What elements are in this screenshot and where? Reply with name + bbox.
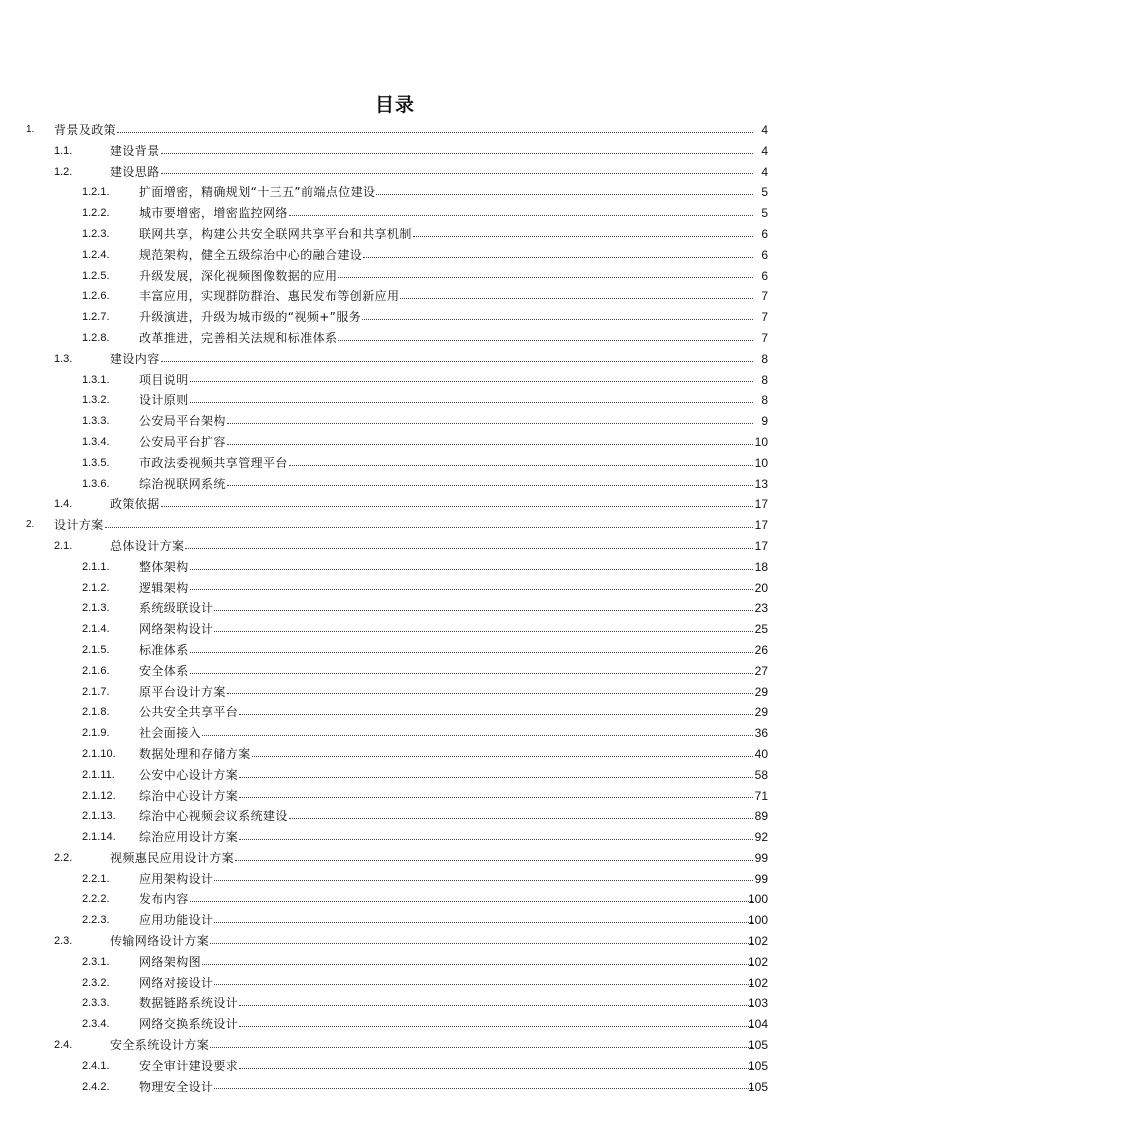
toc-entry-label: 丰富应用，实现群防群治、惠民发布等创新应用 <box>139 289 400 304</box>
toc-entry-page-number: 100 <box>747 913 768 928</box>
toc-dot-leader <box>239 714 753 715</box>
toc-entry-page-number: 9 <box>761 414 768 429</box>
toc-dot-leader <box>227 693 753 694</box>
toc-entry-heading <box>139 640 754 661</box>
toc-entry-label: 建设思路 <box>110 164 160 179</box>
toc-entry-number: 2.1.7. <box>82 685 110 698</box>
toc-entry-label: 综治中心设计方案 <box>139 788 239 803</box>
toc-dot-leader <box>161 361 753 362</box>
toc-entry-label: 公安局平台架构 <box>139 414 226 429</box>
toc-entry[interactable] <box>0 474 1124 495</box>
toc-entry[interactable] <box>0 702 1124 723</box>
toc-entry[interactable] <box>0 1035 1124 1056</box>
toc-entry[interactable] <box>0 723 1124 744</box>
toc-entry-heading <box>139 765 754 786</box>
toc-entry-page-number: 18 <box>754 559 768 574</box>
toc-dot-leader <box>338 277 753 278</box>
toc-entry-heading <box>110 141 754 162</box>
toc-entry[interactable] <box>0 536 1124 557</box>
toc-entry-number: 2.1.5. <box>82 643 110 656</box>
toc-entry-label: 公安中心设计方案 <box>139 767 239 782</box>
toc-entry-page-number: 8 <box>761 372 768 387</box>
toc-entry-number: 2. <box>26 519 35 531</box>
toc-dot-leader <box>190 569 753 570</box>
toc-dot-leader <box>105 527 753 528</box>
toc-entry[interactable] <box>0 390 1124 411</box>
toc-entry[interactable] <box>0 182 1124 203</box>
toc-entry-number: 2.1.10. <box>82 747 116 760</box>
toc-entry-label: 安全审计建设要求 <box>139 1058 239 1073</box>
toc-entry-heading <box>110 349 754 370</box>
toc-entry-heading <box>110 1035 754 1056</box>
toc-entry[interactable] <box>0 993 1124 1014</box>
toc-entry[interactable] <box>0 786 1124 807</box>
toc-entry-label: 系统级联设计 <box>139 601 214 616</box>
toc-dot-leader <box>235 860 753 861</box>
toc-entry-heading <box>139 1056 754 1077</box>
toc-entry-label: 联网共享，构建公共安全联网共享平台和共享机制 <box>139 226 412 241</box>
toc-entry-number: 1.3.6. <box>82 477 110 490</box>
toc-dot-leader <box>190 673 753 674</box>
toc-entry[interactable] <box>0 203 1124 224</box>
toc-dot-leader <box>214 631 753 632</box>
toc-entry-number: 1.3.2. <box>82 394 110 407</box>
toc-entry-heading <box>139 390 754 411</box>
toc-dot-leader <box>185 548 753 549</box>
toc-entry-heading <box>110 931 754 952</box>
toc-entry-heading <box>139 557 754 578</box>
toc-entry[interactable] <box>0 1077 1124 1098</box>
toc-entry-number: 2.1.3. <box>82 602 110 615</box>
toc-entry-page-number: 17 <box>754 497 768 512</box>
toc-entry[interactable] <box>0 765 1124 786</box>
toc-entry-page-number: 102 <box>747 975 768 990</box>
toc-dot-leader <box>190 652 753 653</box>
toc-entry-number: 2.4. <box>54 1039 73 1052</box>
toc-entry-heading <box>139 182 754 203</box>
toc-entry-label: 传输网络设计方案 <box>110 934 210 949</box>
toc-entry-page-number: 20 <box>754 580 768 595</box>
toc-entry-heading <box>139 432 754 453</box>
toc-entry-number: 2.1.1. <box>82 560 110 573</box>
toc-entry-heading <box>139 370 754 391</box>
toc-entry-label: 项目说明 <box>139 372 189 387</box>
toc-entry-label: 网络架构设计 <box>139 622 214 637</box>
toc-entry[interactable] <box>0 973 1124 994</box>
toc-entry-page-number: 8 <box>761 351 768 366</box>
toc-dot-leader <box>202 735 753 736</box>
toc-entry-label: 改革推进，完善相关法规和标准体系 <box>139 330 338 345</box>
toc-entry-page-number: 4 <box>761 123 768 137</box>
toc-entry-label: 建设内容 <box>110 351 160 366</box>
toc-entry-heading <box>139 827 754 848</box>
toc-dot-leader <box>190 589 753 590</box>
toc-dot-leader <box>161 153 753 154</box>
toc-entry-page-number: 105 <box>747 1038 768 1053</box>
toc-entry[interactable] <box>0 1056 1124 1077</box>
toc-entry-label: 升级发展，深化视频图像数据的应用 <box>139 268 338 283</box>
toc-entry[interactable] <box>0 432 1124 453</box>
toc-entry-number: 1.3. <box>54 352 73 365</box>
toc-entry-heading <box>139 224 754 245</box>
toc-entry-label: 综治中心视频会议系统建设 <box>139 809 288 824</box>
toc-entry-heading <box>139 266 754 287</box>
toc-entry-heading <box>139 203 754 224</box>
toc-entry[interactable] <box>0 307 1124 328</box>
toc-entry-label: 逻辑架构 <box>139 580 189 595</box>
toc-dot-leader <box>210 1047 753 1048</box>
toc-entry-page-number: 71 <box>754 788 768 803</box>
toc-entry-heading <box>139 661 754 682</box>
toc-entry-label: 整体架构 <box>139 559 189 574</box>
toc-entry[interactable] <box>0 120 1124 141</box>
toc-entry[interactable] <box>0 286 1124 307</box>
toc-entry[interactable] <box>0 827 1124 848</box>
toc-entry-label: 政策依据 <box>110 497 160 512</box>
toc-entry-number: 1.2.4. <box>82 248 110 261</box>
toc-entry-label: 视频惠民应用设计方案 <box>110 850 235 865</box>
toc-entry-label: 安全系统设计方案 <box>110 1038 210 1053</box>
toc-entry-heading <box>139 973 754 994</box>
toc-entry-label: 建设背景 <box>110 143 160 158</box>
toc-entry-label: 物理安全设计 <box>139 1079 214 1094</box>
toc-entry-label: 社会面接入 <box>139 726 202 741</box>
toc-entry-number: 1.4. <box>54 498 73 511</box>
toc-entry-number: 1.2.2. <box>82 207 110 220</box>
toc-entry-page-number: 5 <box>761 185 768 200</box>
toc-entry-label: 公安局平台扩容 <box>139 434 226 449</box>
toc-entry[interactable] <box>0 598 1124 619</box>
toc-entry[interactable] <box>0 952 1124 973</box>
toc-entry-page-number: 7 <box>761 330 768 345</box>
toc-entry-page-number: 105 <box>747 1079 768 1094</box>
toc-entry-number: 2.4.2. <box>82 1080 110 1093</box>
toc-entry[interactable] <box>0 640 1124 661</box>
toc-entry-page-number: 5 <box>761 206 768 221</box>
toc-dot-leader <box>190 381 753 382</box>
toc-dot-leader <box>117 132 753 133</box>
toc-entry-page-number: 4 <box>761 143 768 158</box>
toc-entry[interactable] <box>0 1014 1124 1035</box>
toc-entry-heading <box>139 786 754 807</box>
toc-entry-number: 2.3. <box>54 935 73 948</box>
toc-entry-heading <box>139 993 754 1014</box>
toc-dot-leader <box>214 880 753 881</box>
toc-entry-number: 2.1.4. <box>82 623 110 636</box>
toc-entry[interactable] <box>0 848 1124 869</box>
toc-entry-number: 1.2.3. <box>82 227 110 240</box>
toc-entry[interactable] <box>0 515 1124 536</box>
toc-entry[interactable] <box>0 141 1124 162</box>
toc-entry-number: 1.3.4. <box>82 435 110 448</box>
toc-entry-label: 网络对接设计 <box>139 975 214 990</box>
toc-entry-number: 1.2.6. <box>82 290 110 303</box>
toc-dot-leader <box>413 236 753 237</box>
toc-entry-label: 综治应用设计方案 <box>139 830 239 845</box>
toc-entry-label: 扩面增密，精确规划“十三五”前端点位建设 <box>139 185 376 200</box>
toc-entry[interactable] <box>0 411 1124 432</box>
toc-entry-heading <box>139 245 754 266</box>
toc-entry-page-number: 23 <box>754 601 768 616</box>
toc-entry-heading <box>139 578 754 599</box>
toc-entry[interactable] <box>0 370 1124 391</box>
toc-entry-number: 2.1.12. <box>82 789 116 802</box>
toc-dot-leader <box>210 943 753 944</box>
toc-dot-leader <box>227 485 753 486</box>
toc-entry-number: 2.3.2. <box>82 976 110 989</box>
toc-dot-leader <box>400 298 753 299</box>
toc-entry-heading <box>139 598 754 619</box>
toc-entry-number: 2.1.13. <box>82 810 116 823</box>
toc-entry-label: 市政法委视频共享管理平台 <box>139 455 288 470</box>
toc-entry-number: 2.2.1. <box>82 872 110 885</box>
toc-dot-leader <box>239 1068 753 1069</box>
toc-entry-heading <box>139 723 754 744</box>
toc-dot-leader <box>362 319 753 320</box>
toc-entry-page-number: 104 <box>747 1017 768 1032</box>
toc-entry-label: 网络架构图 <box>139 954 202 969</box>
toc-entry-heading <box>139 869 754 890</box>
toc-entry-label: 发布内容 <box>139 892 189 907</box>
toc-entry[interactable] <box>0 453 1124 474</box>
table-of-contents <box>0 120 1124 1097</box>
toc-entry-heading <box>139 952 754 973</box>
toc-dot-leader <box>239 797 753 798</box>
toc-entry-page-number: 10 <box>754 434 768 449</box>
toc-entry-label: 设计方案 <box>54 518 104 533</box>
toc-entry-heading <box>139 307 754 328</box>
toc-entry-heading <box>139 286 754 307</box>
toc-dot-leader <box>161 506 753 507</box>
toc-entry-page-number: 99 <box>754 871 768 886</box>
toc-dot-leader <box>239 839 753 840</box>
toc-entry-page-number: 103 <box>747 996 768 1011</box>
toc-entry-heading <box>139 328 754 349</box>
toc-entry-number: 2.2. <box>54 851 73 864</box>
toc-entry-number: 1.2.1. <box>82 186 110 199</box>
toc-entry-label: 总体设计方案 <box>110 538 185 553</box>
toc-dot-leader <box>214 922 753 923</box>
toc-entry-page-number: 6 <box>761 226 768 241</box>
toc-entry[interactable] <box>0 931 1124 952</box>
toc-dot-leader <box>338 340 753 341</box>
toc-dot-leader <box>289 215 753 216</box>
toc-entry-number: 1.1. <box>54 144 73 157</box>
toc-entry-page-number: 102 <box>747 934 768 949</box>
toc-entry-number: 1. <box>26 124 35 135</box>
toc-entry-number: 1.3.1. <box>82 373 110 386</box>
toc-entry-label: 城市要增密，增密监控网络 <box>139 206 288 221</box>
toc-dot-leader <box>190 402 753 403</box>
toc-entry[interactable] <box>0 869 1124 890</box>
toc-entry[interactable] <box>0 578 1124 599</box>
toc-entry-page-number: 89 <box>754 809 768 824</box>
toc-entry-page-number: 102 <box>747 954 768 969</box>
toc-entry-heading <box>139 474 754 495</box>
toc-entry-heading <box>54 515 754 536</box>
toc-entry-heading <box>110 848 754 869</box>
toc-entry-number: 1.2.5. <box>82 269 110 282</box>
toc-entry-page-number: 6 <box>761 268 768 283</box>
toc-entry-label: 设计原则 <box>139 393 189 408</box>
toc-entry-number: 2.3.4. <box>82 1018 110 1031</box>
toc-entry-heading <box>139 744 754 765</box>
toc-entry-page-number: 10 <box>754 455 768 470</box>
toc-entry[interactable] <box>0 661 1124 682</box>
toc-dot-leader <box>363 257 753 258</box>
toc-entry-label: 综治视联网系统 <box>139 476 226 491</box>
toc-entry-number: 1.2.7. <box>82 311 110 324</box>
toc-entry-page-number: 58 <box>754 767 768 782</box>
toc-entry[interactable] <box>0 682 1124 703</box>
toc-entry-heading <box>139 910 754 931</box>
toc-entry-number: 1.3.3. <box>82 415 110 428</box>
toc-dot-leader <box>202 964 753 965</box>
toc-entry-page-number: 36 <box>754 726 768 741</box>
toc-dot-leader <box>161 173 753 174</box>
toc-entry[interactable] <box>0 889 1124 910</box>
toc-entry-page-number: 100 <box>747 892 768 907</box>
toc-entry[interactable] <box>0 266 1124 287</box>
toc-entry-heading <box>110 494 754 515</box>
toc-entry-label: 公共安全共享平台 <box>139 705 239 720</box>
toc-entry[interactable] <box>0 494 1124 515</box>
toc-entry-number: 2.3.1. <box>82 955 110 968</box>
toc-entry-label: 标准体系 <box>139 642 189 657</box>
toc-dot-leader <box>289 465 753 466</box>
toc-entry[interactable] <box>0 557 1124 578</box>
toc-dot-leader <box>214 610 753 611</box>
toc-entry-heading <box>139 411 754 432</box>
toc-entry-heading <box>139 619 754 640</box>
toc-entry-number: 2.1. <box>54 539 73 552</box>
toc-entry[interactable] <box>0 328 1124 349</box>
toc-dot-leader <box>239 777 753 778</box>
toc-dot-leader <box>227 444 753 445</box>
toc-entry[interactable] <box>0 162 1124 183</box>
toc-entry[interactable] <box>0 349 1124 370</box>
toc-entry-label: 应用架构设计 <box>139 871 214 886</box>
toc-entry-page-number: 6 <box>761 247 768 262</box>
toc-entry-heading <box>139 1077 754 1098</box>
toc-entry-heading <box>139 682 754 703</box>
toc-entry[interactable] <box>0 224 1124 245</box>
toc-entry-number: 1.2.8. <box>82 331 110 344</box>
toc-entry-label: 数据处理和存储方案 <box>139 746 251 761</box>
toc-entry-number: 2.1.2. <box>82 581 110 594</box>
toc-dot-leader <box>214 984 753 985</box>
toc-entry-page-number: 7 <box>761 310 768 325</box>
toc-entry-number: 2.1.11. <box>82 768 115 781</box>
toc-entry-page-number: 27 <box>754 663 768 678</box>
toc-entry-label: 安全体系 <box>139 663 189 678</box>
toc-entry-label: 网络交换系统设计 <box>139 1017 239 1032</box>
toc-entry[interactable] <box>0 619 1124 640</box>
toc-entry-heading <box>110 162 754 183</box>
toc-title: 目录 <box>374 94 415 116</box>
toc-dot-leader <box>239 1026 753 1027</box>
toc-entry[interactable] <box>0 910 1124 931</box>
toc-entry-heading <box>139 453 754 474</box>
toc-dot-leader <box>227 423 753 424</box>
toc-entry-page-number: 7 <box>761 289 768 304</box>
toc-entry-label: 升级演进，升级为城市级的“视频+”服务 <box>139 310 362 325</box>
toc-entry-page-number: 8 <box>761 393 768 408</box>
toc-entry-number: 2.1.9. <box>82 727 110 740</box>
toc-dot-leader <box>376 194 753 195</box>
toc-entry-heading <box>139 702 754 723</box>
toc-dot-leader <box>214 1088 753 1089</box>
toc-entry-page-number: 105 <box>747 1058 768 1073</box>
toc-entry-page-number: 25 <box>754 622 768 637</box>
toc-entry-label: 原平台设计方案 <box>139 684 226 699</box>
toc-entry-heading <box>139 889 754 910</box>
toc-entry-number: 1.2. <box>54 165 73 178</box>
toc-entry-page-number: 26 <box>754 642 768 657</box>
toc-dot-leader <box>239 1005 753 1006</box>
toc-entry-page-number: 92 <box>754 830 768 845</box>
toc-entry-heading <box>139 806 754 827</box>
toc-entry-label: 应用功能设计 <box>139 913 214 928</box>
toc-entry-number: 2.1.6. <box>82 664 110 677</box>
toc-entry-heading <box>110 536 754 557</box>
toc-dot-leader <box>190 901 753 902</box>
toc-entry-page-number: 13 <box>754 476 768 491</box>
toc-entry-page-number: 17 <box>754 518 768 533</box>
toc-entry-page-number: 4 <box>761 164 768 179</box>
toc-entry[interactable] <box>0 245 1124 266</box>
toc-entry-number: 2.3.3. <box>82 997 110 1010</box>
toc-entry-number: 2.4.1. <box>82 1059 110 1072</box>
toc-entry[interactable] <box>0 806 1124 827</box>
toc-entry-number: 2.1.8. <box>82 706 110 719</box>
toc-entry-page-number: 17 <box>754 538 768 553</box>
toc-entry-heading <box>54 120 754 141</box>
toc-entry-number: 2.1.14. <box>82 831 116 844</box>
toc-entry-number: 2.2.3. <box>82 914 110 927</box>
toc-dot-leader <box>289 818 753 819</box>
toc-entry-number: 1.3.5. <box>82 456 110 469</box>
toc-entry-page-number: 29 <box>754 705 768 720</box>
toc-entry[interactable] <box>0 744 1124 765</box>
toc-entry-label: 规范架构，健全五级综治中心的融合建设 <box>139 247 363 262</box>
toc-dot-leader <box>252 756 753 757</box>
toc-entry-page-number: 40 <box>754 746 768 761</box>
toc-entry-label: 数据链路系统设计 <box>139 996 239 1011</box>
toc-entry-number: 2.2.2. <box>82 893 110 906</box>
toc-entry-label: 背景及政策 <box>54 123 117 137</box>
toc-entry-heading <box>139 1014 754 1035</box>
toc-entry-page-number: 29 <box>754 684 768 699</box>
toc-entry-page-number: 99 <box>754 850 768 865</box>
